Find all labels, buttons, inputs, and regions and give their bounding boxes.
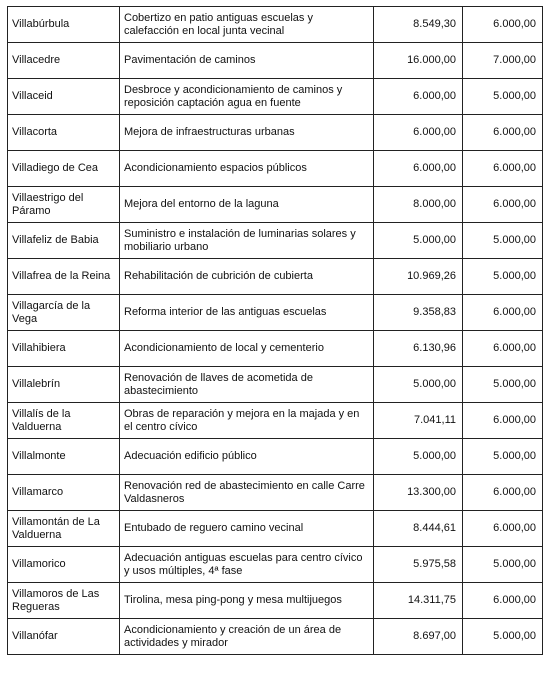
- table-row: [8, 295, 543, 331]
- subsidy-amount-cell: 6.000,00: [463, 151, 543, 187]
- total-amount-cell: 16.000,00: [374, 43, 463, 79]
- total-amount-cell: 5.975,58: [374, 547, 463, 583]
- table-row: [8, 331, 543, 367]
- municipality-cell: Villahibiera: [8, 331, 120, 367]
- total-amount-cell: 7.041,11: [374, 403, 463, 439]
- municipality-cell: Villaestrigo del Páramo: [8, 187, 120, 223]
- table-row: [8, 367, 543, 403]
- subsidy-amount-cell: 6.000,00: [463, 295, 543, 331]
- subsidy-amount-cell: 5.000,00: [463, 619, 543, 655]
- subsidy-amount-cell: 6.000,00: [463, 331, 543, 367]
- municipality-cell: Villalís de la Valduerna: [8, 403, 120, 439]
- description-cell: Desbroce y acondicionamiento de caminos y reposición captación agua en fuente: [120, 79, 374, 115]
- municipality-cell: Villalmonte: [8, 439, 120, 475]
- total-amount-cell: 8.444,61: [374, 511, 463, 547]
- table-row: [8, 547, 543, 583]
- total-amount-cell: 6.000,00: [374, 79, 463, 115]
- total-amount-cell: 13.300,00: [374, 475, 463, 511]
- description-cell: Obras de reparación y mejora en la majada y en el centro cívico: [120, 403, 374, 439]
- table-row: [8, 223, 543, 259]
- total-amount-cell: 14.311,75: [374, 583, 463, 619]
- description-cell: Cobertizo en patio antiguas escuelas y calefacción en local junta vecinal: [120, 7, 374, 43]
- table-row: [8, 7, 543, 43]
- subsidy-amount-cell: 5.000,00: [463, 547, 543, 583]
- grants-table-body: [8, 7, 543, 655]
- table-row: [8, 43, 543, 79]
- description-cell: Acondicionamiento de local y cementerio: [120, 331, 374, 367]
- total-amount-cell: 9.358,83: [374, 295, 463, 331]
- subsidy-amount-cell: 7.000,00: [463, 43, 543, 79]
- description-cell: Adecuación edificio público: [120, 439, 374, 475]
- description-cell: Entubado de reguero camino vecinal: [120, 511, 374, 547]
- description-cell: Pavimentación de caminos: [120, 43, 374, 79]
- municipality-cell: Villamorico: [8, 547, 120, 583]
- subsidy-amount-cell: 6.000,00: [463, 7, 543, 43]
- municipality-cell: Villaceid: [8, 79, 120, 115]
- subsidy-amount-cell: 6.000,00: [463, 475, 543, 511]
- municipality-cell: Villacorta: [8, 115, 120, 151]
- table-row: [8, 439, 543, 475]
- total-amount-cell: 5.000,00: [374, 439, 463, 475]
- table-row: [8, 475, 543, 511]
- total-amount-cell: 6.130,96: [374, 331, 463, 367]
- description-cell: Mejora del entorno de la laguna: [120, 187, 374, 223]
- description-cell: Tirolina, mesa ping-pong y mesa multijuegos: [120, 583, 374, 619]
- total-amount-cell: 5.000,00: [374, 223, 463, 259]
- total-amount-cell: 8.549,30: [374, 7, 463, 43]
- table-row: [8, 187, 543, 223]
- description-cell: Suministro e instalación de luminarias solares y mobiliario urbano: [120, 223, 374, 259]
- total-amount-cell: 8.000,00: [374, 187, 463, 223]
- municipality-cell: Villanófar: [8, 619, 120, 655]
- subsidy-amount-cell: 6.000,00: [463, 187, 543, 223]
- description-cell: Acondicionamiento y creación de un área de actividades y mirador: [120, 619, 374, 655]
- table-row: [8, 151, 543, 187]
- subsidy-amount-cell: 5.000,00: [463, 223, 543, 259]
- description-cell: Renovación de llaves de acometida de abastecimiento: [120, 367, 374, 403]
- municipality-cell: Villamarco: [8, 475, 120, 511]
- municipality-cell: Villafrea de la Reina: [8, 259, 120, 295]
- subsidy-amount-cell: 6.000,00: [463, 115, 543, 151]
- total-amount-cell: 8.697,00: [374, 619, 463, 655]
- subsidy-amount-cell: 5.000,00: [463, 367, 543, 403]
- description-cell: Rehabilitación de cubrición de cubierta: [120, 259, 374, 295]
- subsidy-amount-cell: 5.000,00: [463, 439, 543, 475]
- description-cell: Adecuación antiguas escuelas para centro cívico y usos múltiples, 4ª fase: [120, 547, 374, 583]
- table-row: [8, 583, 543, 619]
- municipality-cell: Villafeliz de Babia: [8, 223, 120, 259]
- total-amount-cell: 10.969,26: [374, 259, 463, 295]
- document-page: [7, 6, 543, 655]
- total-amount-cell: 6.000,00: [374, 151, 463, 187]
- municipality-cell: Villacedre: [8, 43, 120, 79]
- table-row: [8, 79, 543, 115]
- description-cell: Acondicionamiento espacios públicos: [120, 151, 374, 187]
- table-row: [8, 259, 543, 295]
- table-row: [8, 115, 543, 151]
- municipality-cell: Villabúrbula: [8, 7, 120, 43]
- subsidy-amount-cell: 6.000,00: [463, 403, 543, 439]
- description-cell: Reforma interior de las antiguas escuelas: [120, 295, 374, 331]
- municipality-cell: Villadiego de Cea: [8, 151, 120, 187]
- total-amount-cell: 5.000,00: [374, 367, 463, 403]
- subsidy-amount-cell: 5.000,00: [463, 259, 543, 295]
- municipality-cell: Villamontán de La Valduerna: [8, 511, 120, 547]
- table-row: [8, 403, 543, 439]
- description-cell: Renovación red de abastecimiento en calle Carre Valdasneros: [120, 475, 374, 511]
- subsidy-amount-cell: 6.000,00: [463, 511, 543, 547]
- table-row: [8, 619, 543, 655]
- grants-table: [7, 6, 543, 655]
- municipality-cell: Villagarcía de la Vega: [8, 295, 120, 331]
- municipality-cell: Villamoros de Las Regueras: [8, 583, 120, 619]
- description-cell: Mejora de infraestructuras urbanas: [120, 115, 374, 151]
- table-row: [8, 511, 543, 547]
- municipality-cell: Villalebrín: [8, 367, 120, 403]
- subsidy-amount-cell: 5.000,00: [463, 79, 543, 115]
- subsidy-amount-cell: 6.000,00: [463, 583, 543, 619]
- total-amount-cell: 6.000,00: [374, 115, 463, 151]
